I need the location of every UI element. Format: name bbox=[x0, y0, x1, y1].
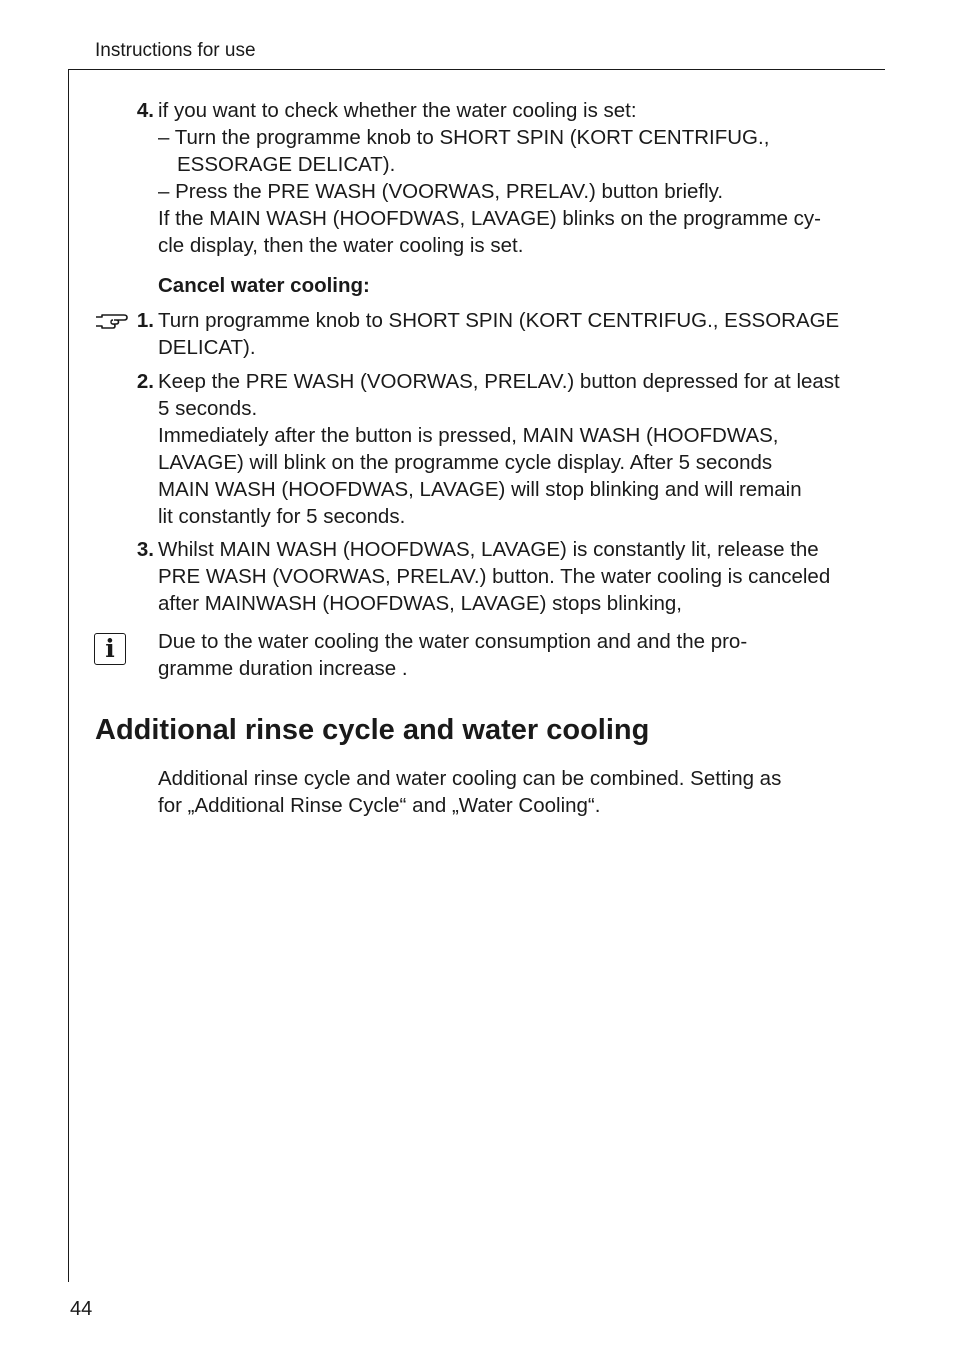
header-rule bbox=[68, 69, 885, 70]
step-4-text bbox=[158, 97, 863, 259]
step-number: 4. bbox=[136, 99, 154, 122]
running-header: Instructions for use bbox=[95, 40, 256, 61]
step-number: 1. bbox=[136, 309, 154, 332]
margin-rule bbox=[68, 69, 69, 1282]
step-line: after MAINWASH (HOOFDWAS, LAVAGE) stops blinking, bbox=[158, 592, 683, 615]
step-line: Whilst MAIN WASH (HOOFDWAS, LAVAGE) is constantly lit, release the bbox=[158, 538, 819, 561]
step-number: 2. bbox=[136, 370, 154, 393]
cancel-step-2-text bbox=[158, 368, 863, 530]
info-line: gramme duration increase . bbox=[158, 657, 408, 680]
section-body bbox=[158, 765, 863, 819]
cancel-step-3-text bbox=[158, 536, 863, 617]
step-line: 5 seconds. bbox=[158, 397, 258, 420]
step-line: – Turn the programme knob to SHORT SPIN (KORT CENTRIFUG., bbox=[158, 126, 770, 149]
info-note bbox=[158, 628, 863, 682]
step-number: 3. bbox=[136, 538, 154, 561]
page-number: 44 bbox=[70, 1298, 93, 1320]
step-line: cle display, then the water cooling is set. bbox=[158, 234, 524, 257]
step-line: – Press the PRE WASH (VOORWAS, PRELAV.) button briefly. bbox=[158, 180, 724, 203]
body-line: Additional rinse cycle and water cooling can be combined. Setting as bbox=[158, 767, 782, 790]
body-line: for „Additional Rinse Cycle“ and „Water Cooling“. bbox=[158, 794, 601, 817]
info-icon: i bbox=[94, 633, 126, 665]
cancel-heading: Cancel water cooling: bbox=[158, 274, 370, 297]
step-line: DELICAT). bbox=[158, 336, 256, 359]
step-line: PRE WASH (VOORWAS, PRELAV.) button. The water cooling is canceled bbox=[158, 565, 831, 588]
step-line: LAVAGE) will blink on the programme cycle display. After 5 seconds bbox=[158, 451, 773, 474]
step-line: Turn programme knob to SHORT SPIN (KORT CENTRIFUG., ESSORAGE bbox=[158, 309, 840, 332]
step-line: Keep the PRE WASH (VOORWAS, PRELAV.) button depressed for at least bbox=[158, 370, 840, 393]
step-line: MAIN WASH (HOOFDWAS, LAVAGE) will stop blinking and will remain bbox=[158, 478, 802, 501]
step-line: If the MAIN WASH (HOOFDWAS, LAVAGE) blinks on the programme cy- bbox=[158, 207, 821, 230]
step-line: Immediately after the button is pressed, MAIN WASH (HOOFDWAS, bbox=[158, 424, 779, 447]
step-line: if you want to check whether the water cooling is set: bbox=[158, 99, 637, 122]
info-line: Due to the water cooling the water consumption and and the pro- bbox=[158, 630, 748, 653]
section-title: Additional rinse cycle and water cooling bbox=[95, 714, 650, 746]
step-line: lit constantly for 5 seconds. bbox=[158, 505, 406, 528]
cancel-step-1-text bbox=[158, 307, 863, 361]
step-line: ESSORAGE DELICAT). bbox=[177, 153, 396, 176]
